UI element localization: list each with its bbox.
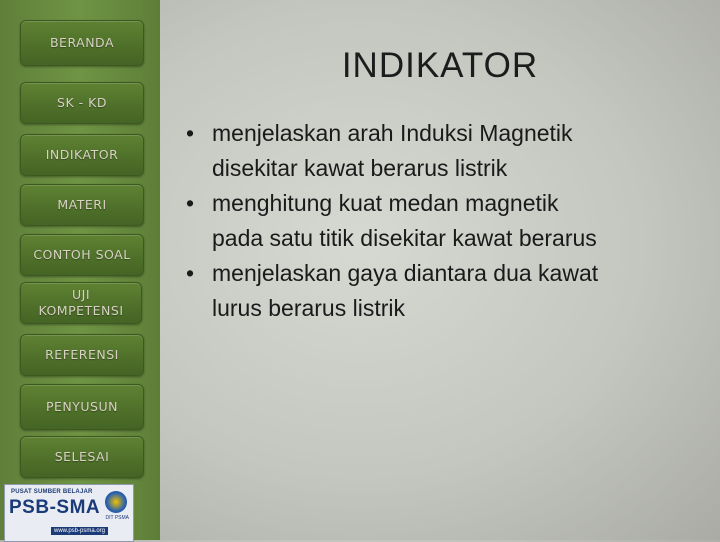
nav-materi-button[interactable]: MATERI	[20, 184, 144, 226]
logo-emblem-text: DIT PSMA	[105, 515, 129, 521]
logo-main-text: PSB-SMA	[9, 497, 101, 518]
slide-title: INDIKATOR	[341, 46, 539, 85]
bullet-item	[186, 116, 706, 151]
slide-content	[186, 116, 706, 326]
bullet-continuation: lurus berarus listrik	[212, 295, 405, 321]
bullet-item	[186, 256, 706, 291]
bullet-continuation: disekitar kawat berarus listrik	[212, 155, 508, 181]
sidebar	[0, 0, 160, 540]
nav-selesai-button[interactable]: SELESAI	[20, 436, 144, 478]
nav-contoh-soal-button[interactable]: CONTOH SOAL	[20, 234, 144, 276]
bullet-line: menjelaskan arah Induksi Magnetik	[212, 120, 573, 146]
nav-referensi-button[interactable]: REFERENSI	[20, 334, 144, 376]
psb-sma-logo	[4, 484, 134, 542]
bullet-icon: •	[186, 190, 195, 216]
nav-sk-kd-button[interactable]: SK - KD	[20, 82, 144, 124]
emblem-icon	[105, 491, 127, 513]
logo-top-text: PUSAT SUMBER BELAJAR	[11, 489, 93, 495]
bullet-item	[186, 186, 706, 221]
nav-beranda-button[interactable]: BERANDA	[20, 20, 144, 66]
bullet-line: menghitung kuat medan magnetik	[212, 190, 559, 216]
nav-penyusun-button[interactable]: PENYUSUN	[20, 384, 144, 430]
bullet-continuation: pada satu titik disekitar kawat berarus	[212, 225, 597, 251]
bullet-icon: •	[186, 260, 195, 286]
nav-indikator-button[interactable]: INDIKATOR	[20, 134, 144, 176]
bullet-icon: •	[186, 120, 195, 146]
logo-url-text: www.psb-psma.org	[51, 527, 108, 535]
nav-uji-kompetensi-button[interactable]: UJI KOMPETENSI	[20, 282, 142, 324]
bullet-line: menjelaskan gaya diantara dua kawat	[212, 260, 599, 286]
